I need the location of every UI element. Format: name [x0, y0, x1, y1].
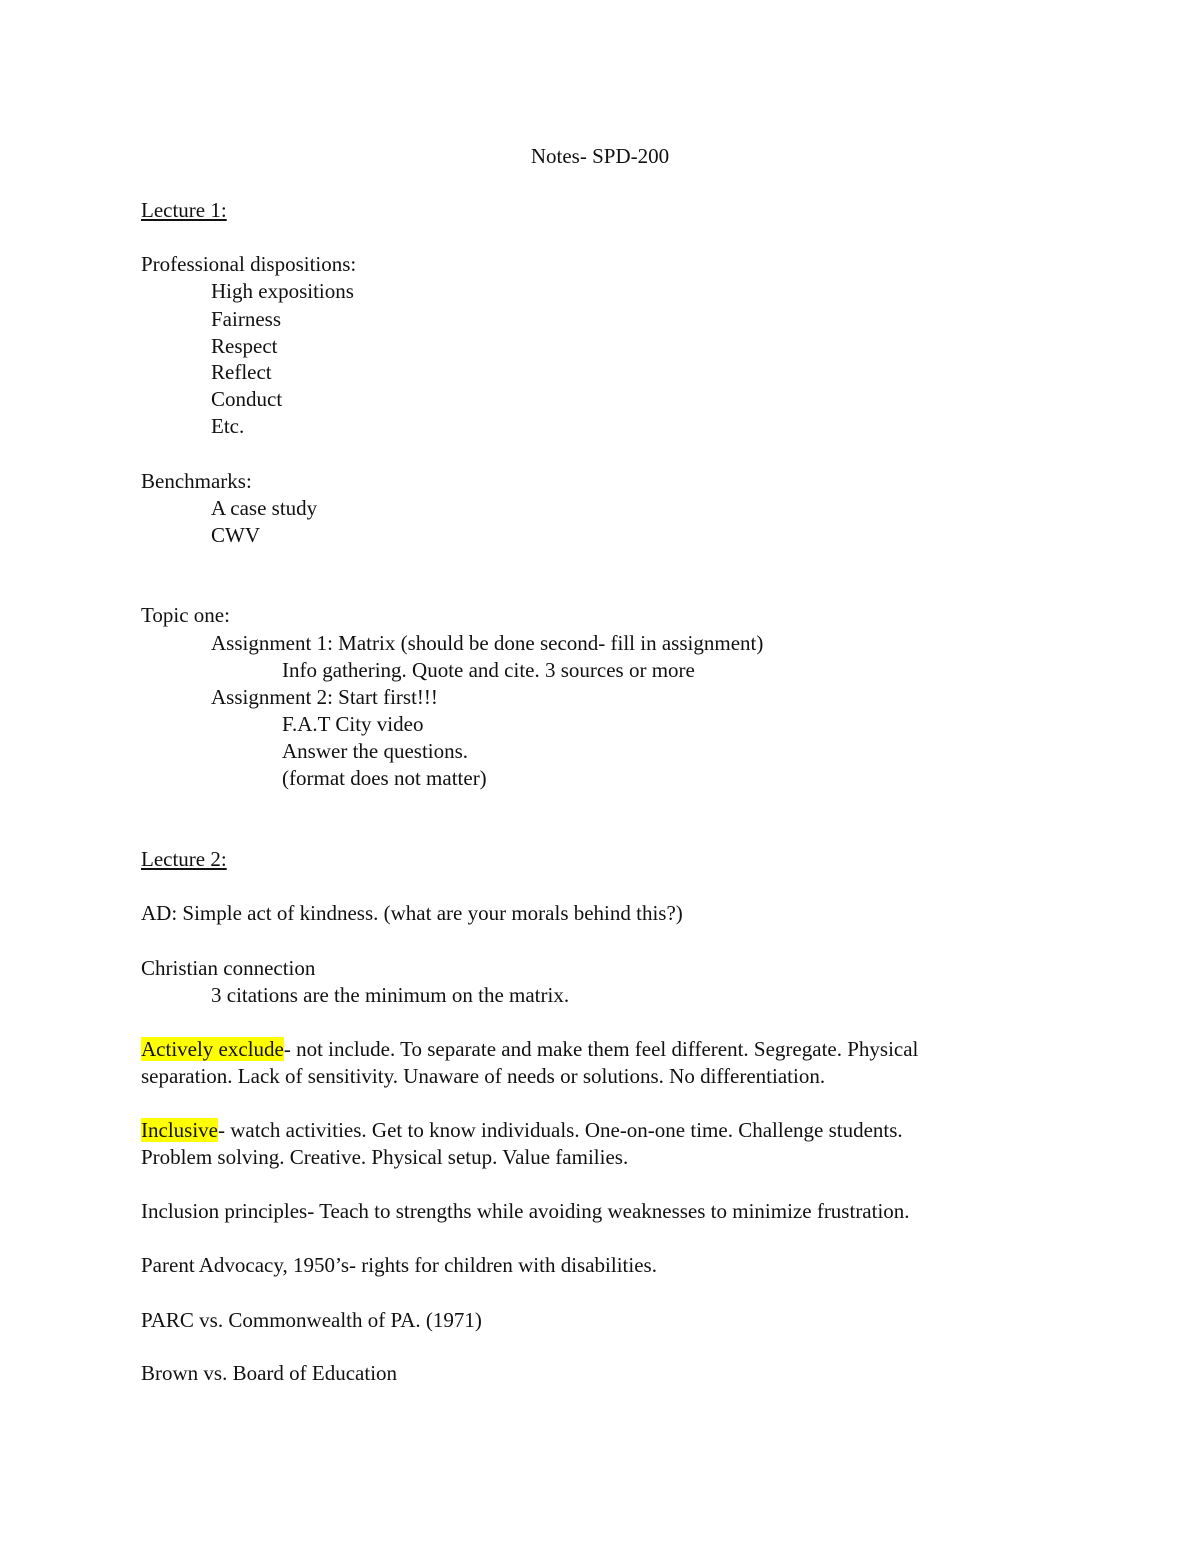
brown-case: Brown vs. Board of Education — [141, 1361, 398, 1385]
inclusive-line-2: Problem solving. Creative. Physical setup. Value families. — [141, 1145, 629, 1169]
topic-one-heading: Topic one: — [141, 603, 230, 627]
list-item: Respect — [211, 334, 278, 358]
parc-case: PARC vs. Commonwealth of PA. (1971) — [141, 1308, 482, 1332]
lecture-1-heading: Lecture 1: — [141, 198, 227, 222]
assignment-2-detail: F.A.T City video — [282, 712, 424, 736]
assignment-2: Assignment 2: Start first!!! — [211, 685, 438, 709]
christian-connection-heading: Christian connection — [141, 956, 316, 980]
assignment-1-detail: Info gathering. Quote and cite. 3 sources or more — [282, 658, 695, 682]
list-item: High expositions — [211, 279, 354, 303]
assignment-2-detail: (format does not matter) — [282, 766, 487, 790]
list-item: CWV — [211, 523, 260, 547]
list-item: Conduct — [211, 387, 283, 411]
list-item: Reflect — [211, 360, 272, 384]
christian-connection-note: 3 citations are the minimum on the matrix. — [211, 983, 570, 1007]
dispositions-heading: Professional dispositions: — [141, 252, 357, 276]
highlighted-term: Actively exclude — [141, 1037, 284, 1061]
inclusive-line-1 — [141, 1117, 903, 1144]
document-title: Notes- SPD-200 — [530, 144, 670, 168]
highlighted-term: Inclusive — [141, 1118, 218, 1142]
inclusive-definition: - watch activities. Get to know individuals. One-on-one time. Challenge students. — [217, 1118, 903, 1142]
list-item: Etc. — [211, 414, 245, 438]
assignment-2-detail: Answer the questions. — [282, 739, 469, 763]
list-item: Fairness — [211, 307, 281, 331]
list-item: A case study — [211, 496, 318, 520]
lecture-2-heading: Lecture 2: — [141, 847, 227, 871]
parent-advocacy: Parent Advocacy, 1950’s- rights for children with disabilities. — [141, 1253, 657, 1277]
exclude-definition: - not include. To separate and make them feel different. Segregate. Physical — [283, 1037, 919, 1061]
exclude-line-2: separation. Lack of sensitivity. Unaware of needs or solutions. No differentiation. — [141, 1064, 826, 1088]
assignment-1: Assignment 1: Matrix (should be done second- fill in assignment) — [211, 631, 764, 655]
benchmarks-heading: Benchmarks: — [141, 469, 252, 493]
exclude-line-1 — [141, 1036, 918, 1063]
ad-note: AD: Simple act of kindness. (what are your morals behind this?) — [141, 901, 683, 925]
inclusion-principles: Inclusion principles- Teach to strengths while avoiding weaknesses to minimize frustration. — [141, 1199, 910, 1223]
